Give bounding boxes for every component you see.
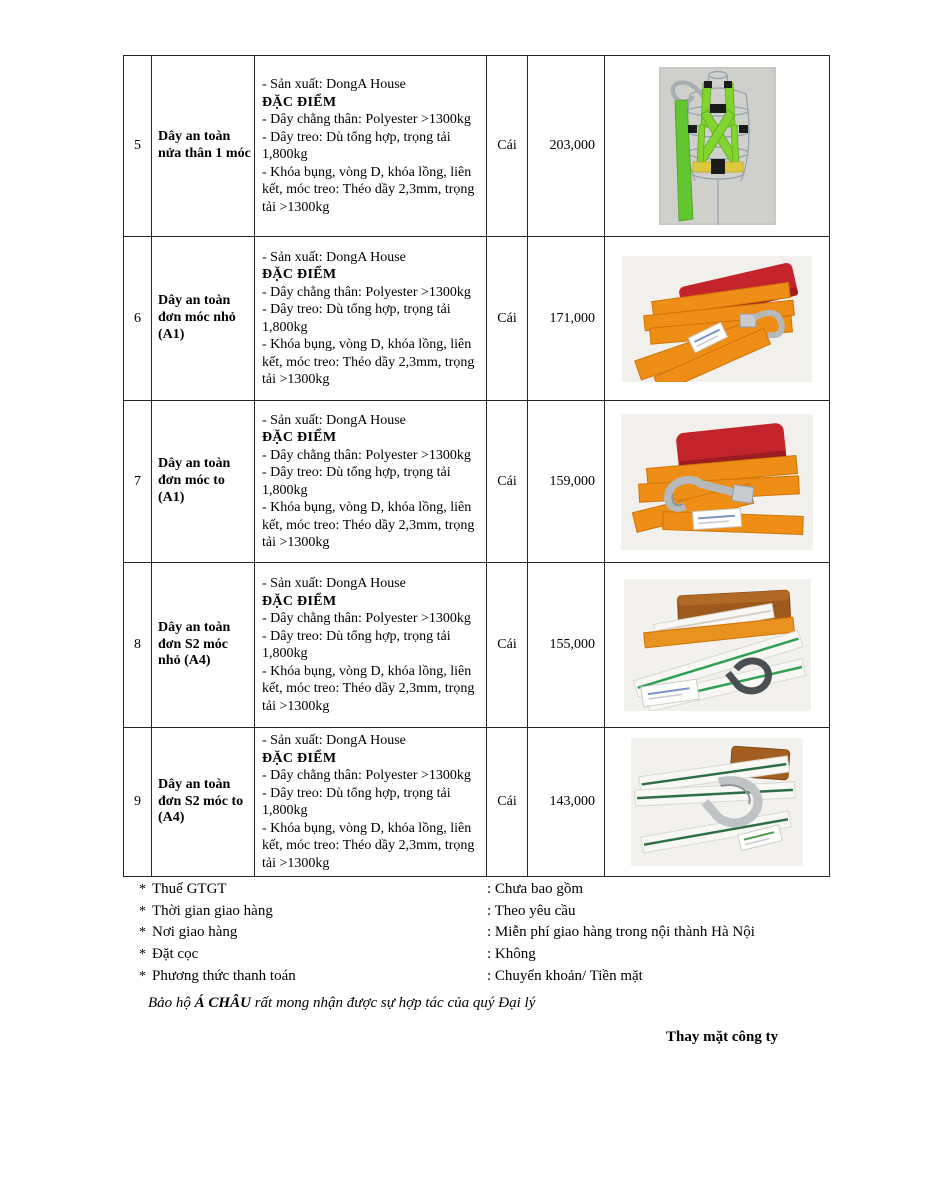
desc-line: - Khóa bụng, vòng D, khóa lồng, liên kết, móc treo: Théo dầy 2,3mm, trọng tải >1300kg (262, 337, 475, 387)
desc-line: - Sản xuất: DongA House (262, 77, 406, 92)
desc-line: - Dây chằng thân: Polyester >1300kg (262, 611, 471, 626)
desc-line: - Dây treo: Dù tổng hợp, trọng tải 1,800kg (262, 129, 451, 162)
product-name: Dây an toàn đơn S2 móc to (A4) (152, 728, 255, 877)
desc-line: - Khóa bụng, vòng D, khóa lồng, liên kết, móc treo: Théo dầy 2,3mm, trọng tải >1300kg (262, 500, 475, 550)
note-value: : Chuyển khoản/ Tiền mặt (487, 967, 643, 984)
product-name: Dây an toàn nửa thân 1 móc (152, 56, 255, 237)
green-full-body-harness-photo (659, 67, 776, 225)
desc-heading: ĐẶC ĐIỂM (262, 593, 337, 609)
product-price-table (123, 55, 830, 877)
unit-cell: Cái (487, 56, 528, 237)
price-cell: 203,000 (528, 56, 605, 237)
desc-line: - Dây chằng thân: Polyester >1300kg (262, 112, 471, 127)
note-value: : Miễn phí giao hàng trong nội thành Hà Nội (487, 924, 755, 941)
desc-line: - Dây treo: Dù tổng hợp, trọng tải 1,800kg (262, 302, 451, 335)
orange-belt-small-hook-photo (622, 256, 812, 382)
table-row (124, 401, 830, 563)
price-cell: 159,000 (528, 401, 605, 563)
product-photo (606, 579, 828, 711)
price-cell: 171,000 (528, 237, 605, 401)
orange-belt-big-hook-photo (621, 414, 813, 550)
white-green-belt-big-hook-photo (631, 738, 803, 866)
bullet-asterisk: * (139, 903, 146, 919)
note-label: Thời gian giao hàng (152, 902, 273, 919)
product-name: Dây an toàn đơn móc to (A1) (152, 401, 255, 563)
product-photo (606, 738, 828, 866)
product-photo (606, 414, 828, 550)
note-row-delivery-time (123, 903, 863, 925)
unit-cell: Cái (487, 563, 528, 728)
row-number: 7 (124, 401, 152, 563)
price-cell: 143,000 (528, 728, 605, 877)
desc-line: - Sản xuất: DongA House (262, 576, 406, 591)
desc-line: - Khóa bụng, vòng D, khóa lồng, liên kết, móc treo: Théo dầy 2,3mm, trọng tải >1300kg (262, 164, 475, 215)
row-number: 9 (124, 728, 152, 877)
desc-line: - Dây treo: Dù tổng hợp, trọng tải 1,800kg (262, 628, 451, 661)
row-number: 8 (124, 563, 152, 728)
note-row-payment (123, 968, 863, 990)
terms-notes (123, 881, 863, 989)
unit-cell: Cái (487, 401, 528, 563)
desc-line: - Dây chằng thân: Polyester >1300kg (262, 284, 471, 300)
note-value: : Theo yêu cầu (487, 902, 576, 919)
note-label: Thuế GTGT (152, 881, 227, 897)
desc-heading: ĐẶC ĐIỂM (262, 94, 337, 110)
table-row (124, 237, 830, 401)
white-green-belt-small-hook-photo (624, 579, 811, 711)
signature-title: Thay mặt công ty (666, 1029, 779, 1045)
note-value: : Không (487, 946, 536, 963)
bullet-asterisk: * (139, 925, 146, 941)
bullet-asterisk: * (139, 968, 146, 984)
brand-name: Á CHÂU (194, 995, 251, 1011)
bullet-asterisk: * (139, 947, 146, 963)
unit-cell: Cái (487, 728, 528, 877)
product-photo-cell (605, 56, 830, 237)
desc-line: - Sản xuất: DongA House (262, 733, 406, 748)
product-description (255, 56, 487, 237)
product-photo-cell (605, 401, 830, 563)
note-row-vat (123, 881, 863, 903)
unit-cell: Cái (487, 237, 528, 401)
note-label: Đặt cọc (152, 946, 199, 963)
desc-line: - Dây treo: Dù tổng hợp, trọng tải 1,800kg (262, 785, 451, 818)
note-label: Phương thức thanh toán (152, 967, 296, 984)
product-photo-cell (605, 728, 830, 877)
table-row (124, 728, 830, 877)
desc-line: - Khóa bụng, vòng D, khóa lồng, liên kết, móc treo: Théo dầy 2,3mm, trọng tải >1300kg (262, 820, 475, 871)
product-name: Dây an toàn đơn móc nhỏ (A1) (152, 237, 255, 401)
note-label: Nơi giao hàng (152, 924, 238, 941)
product-description (255, 237, 487, 401)
desc-line: - Sản xuất: DongA House (262, 249, 406, 265)
product-description (255, 728, 487, 877)
desc-heading: ĐẶC ĐIỂM (262, 267, 337, 282)
note-row-deposit (123, 946, 863, 968)
product-description (255, 401, 487, 563)
product-photo-cell (605, 563, 830, 728)
closing-message (148, 995, 535, 1012)
row-number: 6 (124, 237, 152, 401)
closing-prefix: Bảo hộ (148, 995, 195, 1011)
bullet-asterisk: * (139, 882, 146, 897)
note-row-delivery-place (123, 924, 863, 946)
note-value: : Chưa bao gồm (487, 881, 584, 897)
table-row (124, 563, 830, 728)
row-number: 5 (124, 56, 152, 237)
table-row (124, 56, 830, 237)
desc-line: - Sản xuất: DongA House (262, 412, 406, 428)
desc-line: - Dây chằng thân: Polyester >1300kg (262, 768, 471, 783)
product-photo (606, 256, 828, 382)
desc-heading: ĐẶC ĐIỂM (262, 430, 337, 445)
product-name: Dây an toàn đơn S2 móc nhỏ (A4) (152, 563, 255, 728)
desc-line: - Dây treo: Dù tổng hợp, trọng tải 1,800kg (262, 465, 451, 498)
product-photo-cell (605, 237, 830, 401)
product-photo (606, 67, 828, 225)
price-cell: 155,000 (528, 563, 605, 728)
product-description (255, 563, 487, 728)
desc-heading: ĐẶC ĐIỂM (262, 750, 337, 766)
desc-line: - Dây chằng thân: Polyester >1300kg (262, 447, 471, 463)
closing-suffix: rất mong nhận được sự hợp tác của quý Đại lý (250, 995, 536, 1011)
desc-line: - Khóa bụng, vòng D, khóa lồng, liên kết, móc treo: Théo dầy 2,3mm, trọng tải >1300kg (262, 663, 475, 714)
